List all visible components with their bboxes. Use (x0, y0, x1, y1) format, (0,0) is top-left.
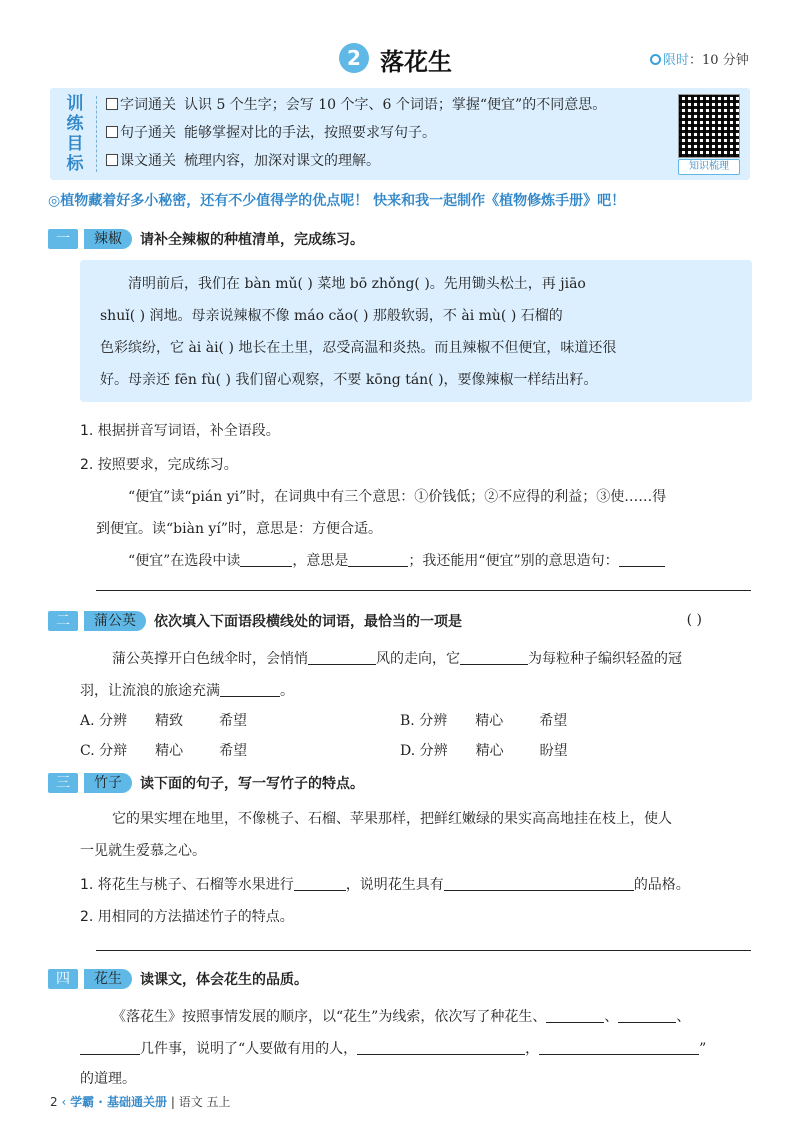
answer-blank[interactable] (240, 553, 292, 567)
section-title: 依次填入下面语段横线处的词语，最恰当的一项是 (154, 613, 462, 630)
checkbox-icon[interactable] (106, 126, 118, 138)
goals-label-char: 练 (66, 114, 84, 134)
brand-name: 学霸 · 基础通关册 (70, 1095, 168, 1109)
passage-line: 色彩缤纷，它 ài ài( ) 地长在土里，忍受高温和炎热。而且辣椒不但便宜，味道还很 (100, 340, 617, 356)
goal-text: 认识 5 个生字；会写 10 个字、6 个词语；掌握“便宜”的不同意思。 (184, 97, 607, 113)
chevron-left-icon: ‹ (61, 1095, 67, 1109)
fill-text: ” (699, 1041, 707, 1057)
time-limit (650, 49, 749, 68)
goals-label-char: 标 (66, 154, 84, 174)
answer-line[interactable] (96, 950, 751, 951)
answer-blank[interactable] (539, 1041, 699, 1055)
lesson-number-badge: 2 (339, 43, 369, 73)
answer-paren[interactable]: ( ) (686, 612, 702, 628)
section-number: 二 (48, 611, 78, 631)
fill-text: “便宜”在选段中读 (128, 553, 241, 569)
section-header-3 (48, 772, 364, 794)
section-title: 请补全辣椒的种植清单，完成练习。 (140, 231, 364, 248)
section3-question-1 (80, 874, 690, 894)
fill-text: 羽，让流浪的旅途充满 (80, 683, 220, 699)
question-1: 1. 根据拼音写词语，补全语段。 (80, 423, 280, 439)
option-c[interactable] (80, 740, 247, 760)
fill-text: 为每粒种子编织轻盈的冠 (528, 651, 682, 667)
option-word: 精致 (155, 713, 184, 729)
training-goals-box (50, 88, 750, 180)
goal-item (106, 94, 606, 116)
fill-text: 。 (280, 683, 294, 699)
fill-text: 、 (604, 1009, 619, 1025)
section-tag: 花生 (84, 969, 132, 989)
passage-line: 清明前后，我们在 bàn mǔ( ) 菜地 bō zhǒng( )。先用锄头松土，再 jiāo (128, 276, 586, 292)
passage-line: 好。母亲还 fēn fù( ) 我们留心观察，不要 kōng tán( )，要像辣椒一样结出籽。 (100, 372, 598, 388)
option-label: B. 分辨 (400, 713, 448, 729)
option-word: 精心 (475, 713, 504, 729)
fill-text: ，说明花生具有 (345, 877, 444, 893)
section-tag: 蒲公英 (84, 611, 146, 631)
passage-line: shuǐ( ) 润地。母亲说辣椒不像 máo cǎo( ) 那般软弱，不 ài mù( ) 石榴的 (100, 308, 563, 324)
option-b[interactable] (400, 710, 567, 730)
option-word: 希望 (539, 713, 568, 729)
fill-text: 、 (676, 1009, 691, 1025)
fill-text: ，意思是 (292, 553, 349, 569)
option-label: D. 分辨 (400, 743, 448, 759)
fill-text: 的品格。 (633, 877, 690, 893)
question-2: 2. 按照要求，完成练习。 (80, 457, 238, 473)
question-2-text: 到便宜。读“biàn yí”时，意思是：方便合适。 (96, 521, 382, 537)
section2-line (80, 680, 294, 700)
qr-caption: 知识梳理 (678, 159, 740, 175)
goals-divider (96, 96, 97, 172)
answer-blank[interactable] (460, 651, 528, 665)
section3-question-2: 2. 用相同的方法描述竹子的特点。 (80, 909, 294, 925)
qr-code-icon[interactable] (678, 94, 740, 158)
answer-blank[interactable] (357, 1041, 525, 1055)
goals-label-char: 训 (66, 94, 84, 114)
answer-blank[interactable] (294, 877, 346, 891)
option-d[interactable] (400, 740, 568, 760)
option-label: C. 分辩 (80, 743, 128, 759)
goal-text: 能够掌握对比的手法，按照要求写句子。 (184, 125, 436, 141)
fill-text: 风的走向，它 (376, 651, 460, 667)
fill-text: ， (525, 1041, 540, 1057)
answer-blank[interactable] (348, 553, 408, 567)
question-2-fill (128, 550, 665, 570)
section-header-4 (48, 968, 308, 990)
section-title: 读下面的句子，写一写竹子的特点。 (140, 775, 364, 792)
answer-blank[interactable] (618, 1009, 676, 1023)
title-bar (0, 40, 800, 80)
option-a[interactable] (80, 710, 247, 730)
section-number: 一 (48, 229, 78, 249)
answer-blank[interactable] (220, 683, 280, 697)
section-tag: 竹子 (84, 773, 132, 793)
section-number: 四 (48, 969, 78, 989)
section-header-1 (48, 228, 364, 250)
option-word: 希望 (219, 713, 248, 729)
answer-blank[interactable] (546, 1009, 604, 1023)
fill-text: 蒲公英撑开白色绒伞时，会悄悄 (112, 651, 308, 667)
checkbox-icon[interactable] (106, 154, 118, 166)
page-number: 2 (50, 1095, 58, 1109)
fill-text: 几件事，说明了“人要做有用的人， (140, 1041, 358, 1057)
answer-line[interactable] (96, 590, 751, 591)
section-number: 三 (48, 773, 78, 793)
goals-label-char: 目 (66, 134, 84, 154)
answer-blank[interactable] (619, 553, 665, 567)
section-title: 读课文，体会花生的品质。 (140, 971, 308, 988)
subject-label: 语文 五上 (178, 1095, 231, 1109)
goal-category: 字词通关 (120, 97, 176, 113)
option-word: 盼望 (539, 743, 568, 759)
goal-category: 课文通关 (120, 153, 176, 169)
question-2-text: “便宜”读“pián yi”时，在词典中有三个意思：①价钱低；②不应得的利益；③使……得 (128, 489, 667, 505)
checkbox-icon[interactable] (106, 98, 118, 110)
footer-divider: | (170, 1095, 179, 1109)
goal-item (106, 150, 380, 172)
section2-line (112, 648, 682, 668)
option-word: 希望 (219, 743, 248, 759)
section3-quote: 它的果实埋在地里，不像桃子、石榴、苹果那样，把鲜红嫩绿的果实高高地挂在枝上，使人 (112, 811, 672, 827)
section3-quote: 一见就生爱慕之心。 (80, 843, 206, 859)
lesson-title: 落花生 (380, 47, 452, 76)
option-word: 精心 (475, 743, 504, 759)
section4-line (112, 1006, 690, 1026)
goal-category: 句子通关 (120, 125, 176, 141)
goals-label (60, 94, 90, 174)
option-word: 精心 (155, 743, 184, 759)
goal-item (106, 122, 436, 144)
option-label: A. 分辨 (80, 713, 128, 729)
passage-box (80, 260, 752, 402)
answer-blank[interactable] (308, 651, 376, 665)
fill-text: 《落花生》按照事情发展的顺序，以“花生”为线索，依次写了种花生、 (112, 1009, 547, 1025)
section-tag: 辣椒 (84, 229, 132, 249)
time-label: 限时 (663, 53, 690, 68)
goal-text: 梳理内容，加深对课文的理解。 (184, 153, 380, 169)
fill-text: ；我还能用“便宜”别的意思造句： (408, 553, 619, 569)
fill-text: 1. 将花生与桃子、石榴等水果进行 (80, 877, 294, 893)
section4-line (80, 1038, 706, 1058)
section-header-2 (48, 610, 752, 632)
intro-text: ◎植物藏着好多小秘密，还有不少值得学的优点呢！ 快来和我一起制作《植物修炼手册》吧！ (48, 193, 626, 209)
page-footer (50, 1093, 231, 1110)
answer-blank[interactable] (444, 877, 634, 891)
time-value: ：10 分钟 (689, 53, 749, 68)
answer-blank[interactable] (80, 1041, 140, 1055)
clock-icon (650, 54, 661, 65)
section4-line: 的道理。 (80, 1071, 136, 1087)
